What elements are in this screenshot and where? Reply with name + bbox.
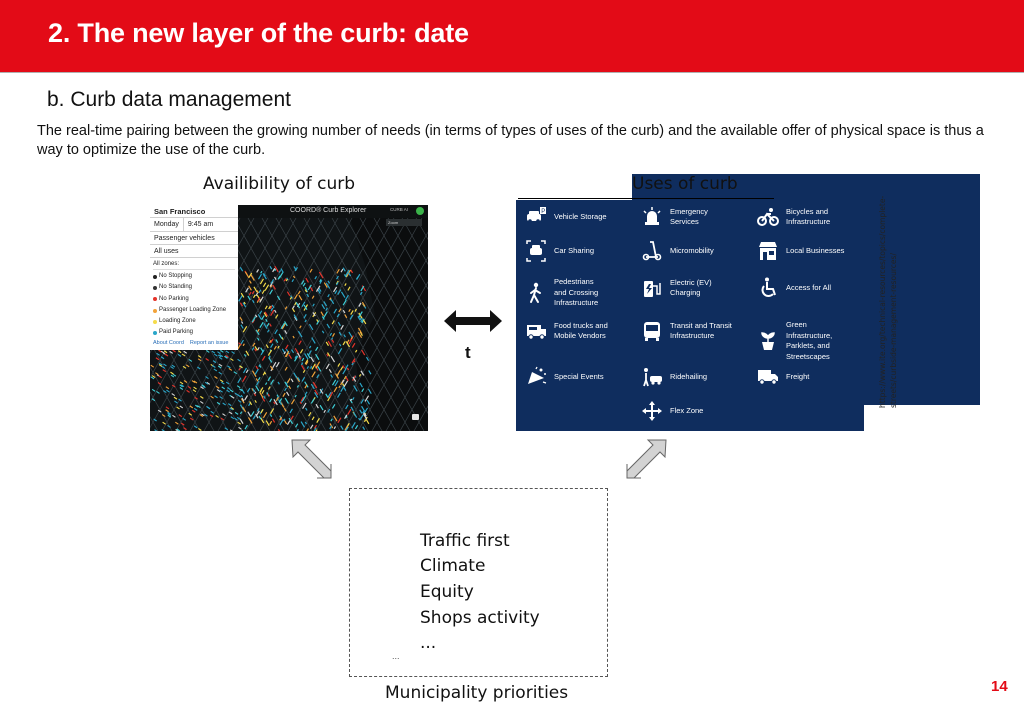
legend-item <box>153 271 235 282</box>
slide-title: 2. The new layer of the curb: date <box>48 18 469 48</box>
bus-icon <box>640 320 664 342</box>
intro-paragraph: The real-time pairing between the growing number of needs (in terms of types of uses of the curb) and the available offer of physical space is thus a way to optimize the use of the curb. <box>37 123 984 158</box>
scooter-icon <box>640 240 664 262</box>
feedback-icon[interactable] <box>412 414 419 420</box>
status-dot <box>416 207 424 215</box>
use-item-label: Access for All <box>786 282 832 292</box>
svg-text:P: P <box>541 209 546 215</box>
right-diagonal-arrow-icon <box>622 436 670 482</box>
priority-small-mark: ... <box>392 651 400 661</box>
double-arrow-icon <box>444 308 504 334</box>
source-url: https://www.ite.org/technical-resources/topics/complete-streets/curbside-management-resources/ <box>878 195 898 408</box>
legend-swatch <box>153 309 157 313</box>
priorities-title: Municipality priorities <box>385 683 569 703</box>
siren-icon <box>640 206 664 228</box>
about-link[interactable]: About Coord <box>153 339 184 346</box>
events-icon <box>524 366 548 388</box>
food-truck-icon <box>524 320 548 342</box>
use-item <box>524 366 604 388</box>
use-item-label: Special Events <box>554 371 604 381</box>
priority-item: ... <box>420 633 437 653</box>
uses-panel <box>516 200 864 431</box>
use-item <box>756 320 832 362</box>
use-item <box>756 277 831 299</box>
delivery-truck-icon <box>756 366 780 388</box>
slide-header <box>0 0 1024 72</box>
use-item <box>640 277 712 299</box>
time-label: t <box>465 343 471 362</box>
header-divider <box>0 72 1024 73</box>
uses-title: Uses of curb <box>632 174 980 405</box>
use-item <box>640 400 703 422</box>
time-select[interactable]: 9:45 am <box>183 218 217 231</box>
use-item <box>640 240 714 262</box>
priority-item: Traffic first <box>420 531 510 551</box>
legend-label: No Stopping <box>159 273 193 279</box>
zones-select[interactable]: All zones: <box>153 259 235 270</box>
priority-item: Climate <box>420 556 486 576</box>
ev-charging-icon <box>640 277 664 299</box>
car-sharing-icon <box>524 240 548 262</box>
map-zoom-control[interactable]: Zoom <box>386 219 422 226</box>
left-diagonal-arrow-icon <box>288 436 336 482</box>
curb-ai-label: CURB AI <box>390 207 409 212</box>
legend-item <box>153 316 235 327</box>
use-item-label: Pedestrians and Crossing Infrastructure <box>554 277 599 307</box>
use-item-label: Local Businesses <box>786 245 845 255</box>
use-item <box>756 240 844 262</box>
availability-title: Availibility of curb <box>203 174 356 194</box>
use-item-label: Freight <box>786 371 810 381</box>
legend-label: Passenger Loading Zone <box>159 306 227 313</box>
priority-item: Equity <box>420 582 474 602</box>
use-item <box>524 320 608 342</box>
legend-swatch <box>153 275 157 279</box>
priorities-box <box>349 488 608 677</box>
pedestrian-icon <box>524 282 548 304</box>
legend-item <box>153 282 235 293</box>
use-item-label: Vehicle Storage <box>554 211 607 221</box>
day-select[interactable]: Monday <box>154 221 179 228</box>
legend-label: Loading Zone <box>159 318 196 325</box>
legend-swatch <box>153 297 157 301</box>
use-item-label: Electric (EV) Charging <box>670 277 712 297</box>
legend-label: No Standing <box>159 284 193 291</box>
legend-swatch <box>153 331 157 335</box>
car-parking-icon <box>524 206 548 228</box>
uses-select[interactable]: All uses <box>150 245 238 258</box>
map-controls <box>150 205 238 258</box>
legend-item <box>153 305 235 316</box>
use-item-label: Transit and Transit Infrastructure <box>670 320 732 340</box>
vehicle-select[interactable]: Passenger vehicles <box>150 232 238 245</box>
city-select[interactable]: San Francisco <box>150 205 238 218</box>
plant-icon <box>756 330 780 352</box>
use-item-label: Green Infrastructure, Parklets, and Streetscapes <box>786 320 833 361</box>
legend-swatch <box>153 320 157 324</box>
priority-item: Shops activity <box>420 608 540 628</box>
ridehailing-icon <box>640 366 664 388</box>
use-item <box>524 277 598 309</box>
legend-label: No Parking <box>159 295 189 302</box>
use-item <box>640 366 707 388</box>
use-item <box>640 206 708 228</box>
map-brand: COORD® Curb Explorer <box>290 207 367 214</box>
legend-item <box>153 327 235 338</box>
flex-zone-icon <box>640 400 664 422</box>
use-item-label: Ridehailing <box>670 371 708 381</box>
page-number: 14 <box>991 678 1008 695</box>
use-item <box>640 320 732 342</box>
use-item <box>524 206 607 228</box>
uses-title-underline <box>518 198 774 199</box>
use-item <box>524 240 594 262</box>
use-item-label: Car Sharing <box>554 245 595 255</box>
report-link[interactable]: Report an issue <box>189 339 229 346</box>
datetime-row <box>150 218 238 232</box>
use-item-label: Bicycles and Infrastructure <box>786 206 831 226</box>
wheelchair-icon <box>756 277 780 299</box>
use-item-label: Food trucks and Mobile Vendors <box>554 320 608 340</box>
section-subtitle: b. Curb data management <box>47 88 291 111</box>
use-item <box>756 366 809 388</box>
use-item <box>756 206 830 228</box>
use-item-label: Emergency Services <box>670 206 708 226</box>
legend-label: Paid Parking <box>159 329 194 336</box>
use-item-label: Micromobility <box>670 245 714 255</box>
legend-item <box>153 294 235 305</box>
zone-legend <box>150 258 238 350</box>
use-item-label: Flex Zone <box>670 405 704 415</box>
curb-map-screenshot <box>150 205 428 431</box>
storefront-icon <box>756 240 780 262</box>
bicycle-icon <box>756 206 780 228</box>
legend-swatch <box>153 286 157 290</box>
